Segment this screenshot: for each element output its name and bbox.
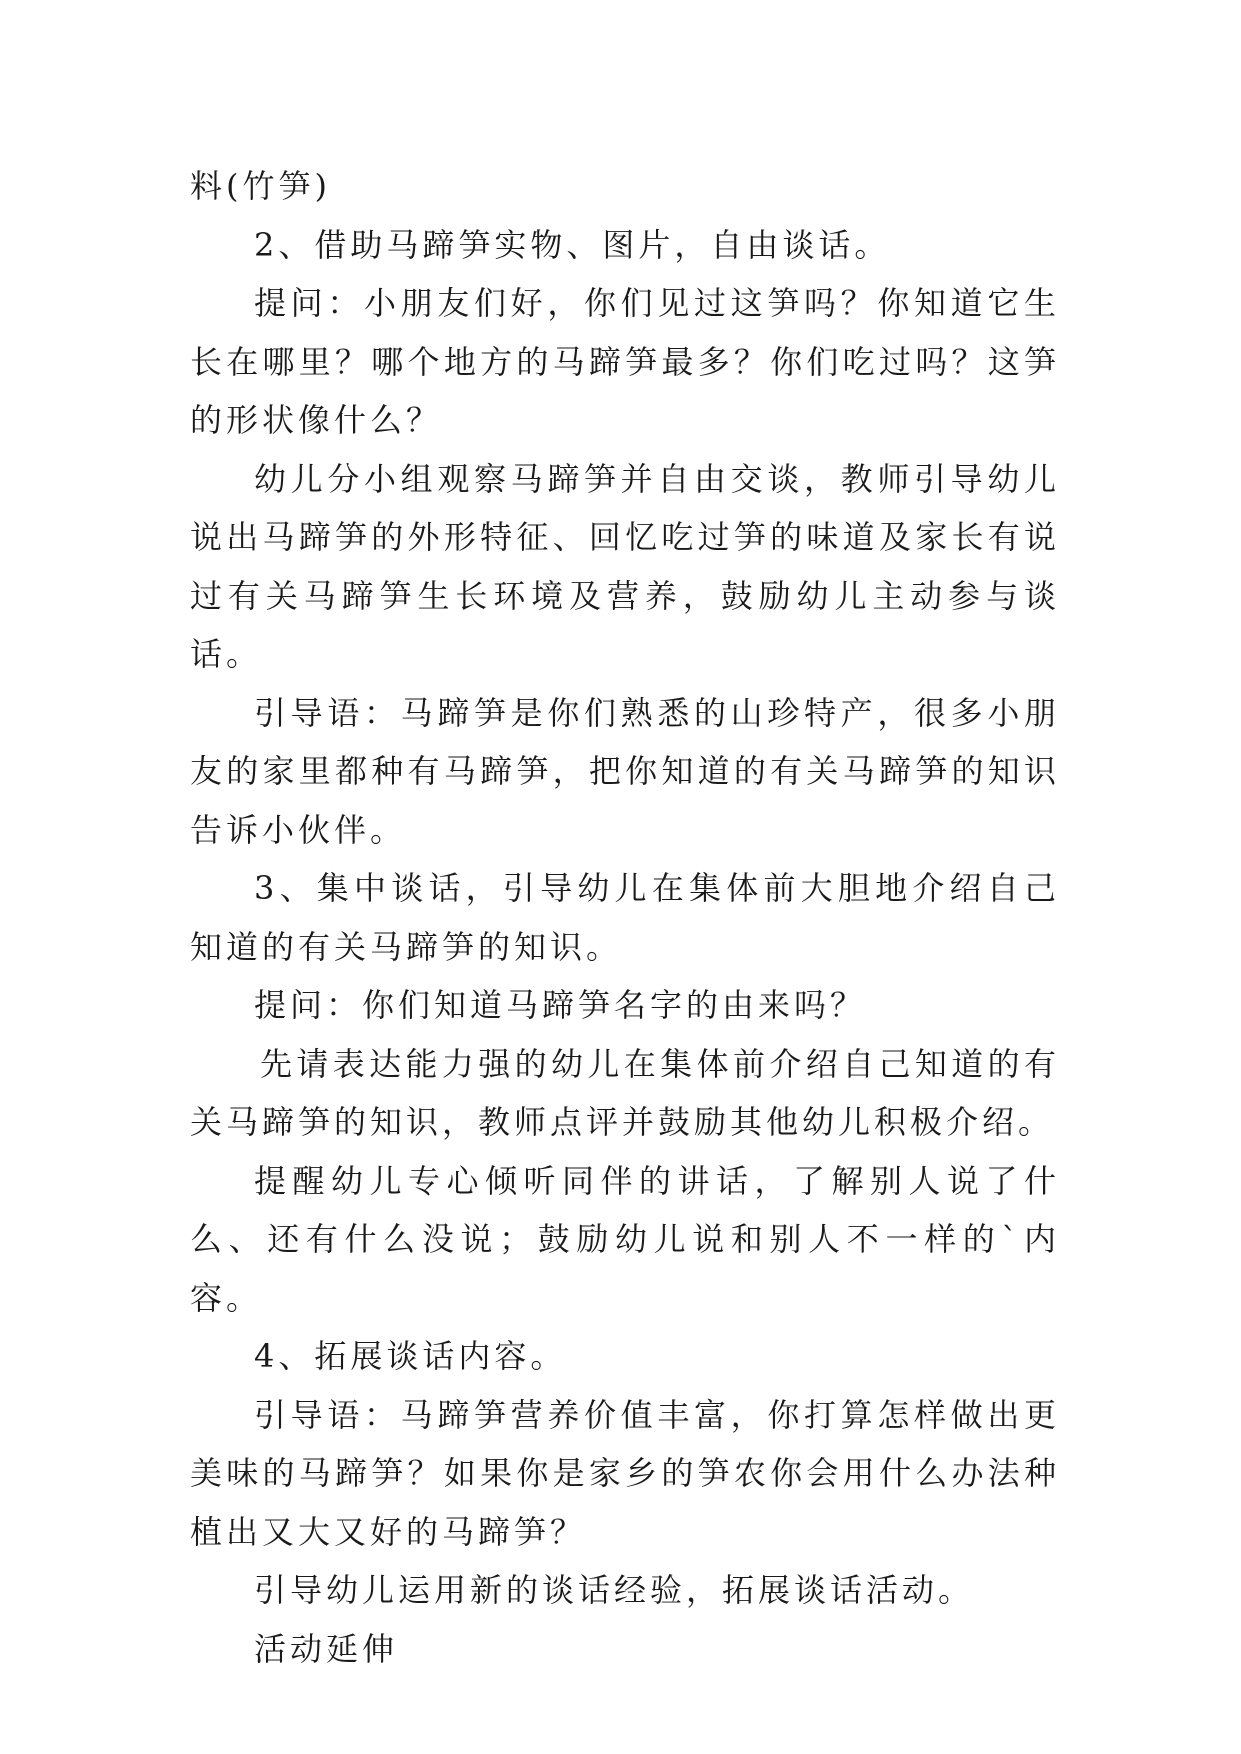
paragraph-step-2: 2、借助马蹄笋实物、图片，自由谈话。 bbox=[254, 225, 891, 264]
paragraph-guidance-2: 引导语：马蹄笋营养价值丰富，你打算怎样做出更美味的马蹄笋？如果你是家乡的笋农你会用什么办法种植出又大又好的马蹄笋？ bbox=[190, 1395, 1060, 1551]
paragraph-guidance-1: 引导语：马蹄笋是你们熟悉的山珍特产，很多小朋友的家里都种有马蹄笋，把你知道的有关马蹄笋的知识告诉小伙伴。 bbox=[190, 693, 1060, 849]
paragraph-group-observation: 幼儿分小组观察马蹄笋并自由交谈，教师引导幼儿说出马蹄笋的外形特征、回忆吃过笋的味道及家长有说过有关马蹄笋生长环境及营养，鼓励幼儿主动参与谈话。 bbox=[190, 459, 1060, 673]
paragraph-continuation: 料(竹笋) bbox=[190, 167, 331, 205]
document-body bbox=[190, 157, 1060, 1678]
paragraph-reminder: 提醒幼儿专心倾听同伴的讲话，了解别人说了什么、还有什么没说；鼓励幼儿说和别人不一样的`内容。 bbox=[190, 1161, 1060, 1317]
paragraph-step-4: 4、拓展谈话内容。 bbox=[254, 1337, 567, 1375]
paragraph-step-3: 3、集中谈话，引导幼儿在集体前大胆地介绍自己知道的有关马蹄笋的知识。 bbox=[190, 869, 1060, 966]
paragraph-extend-activity: 引导幼儿运用新的谈话经验，拓展谈话活动。 bbox=[254, 1571, 975, 1609]
section-heading-activity-extension: 活动延伸 bbox=[254, 1629, 399, 1668]
paragraph-question-2: 提问：你们知道马蹄笋名字的由来吗？ bbox=[254, 986, 867, 1024]
paragraph-question-1: 提问：小朋友们好，你们见过这笋吗？你知道它生长在哪里？哪个地方的马蹄笋最多？你们吃过吗？这笋的形状像什么？ bbox=[190, 284, 1060, 439]
paragraph-introduction: 先请表达能力强的幼儿在集体前介绍自己知道的有关马蹄笋的知识，教师点评并鼓励其他幼儿积极介绍。 bbox=[190, 1044, 1060, 1141]
